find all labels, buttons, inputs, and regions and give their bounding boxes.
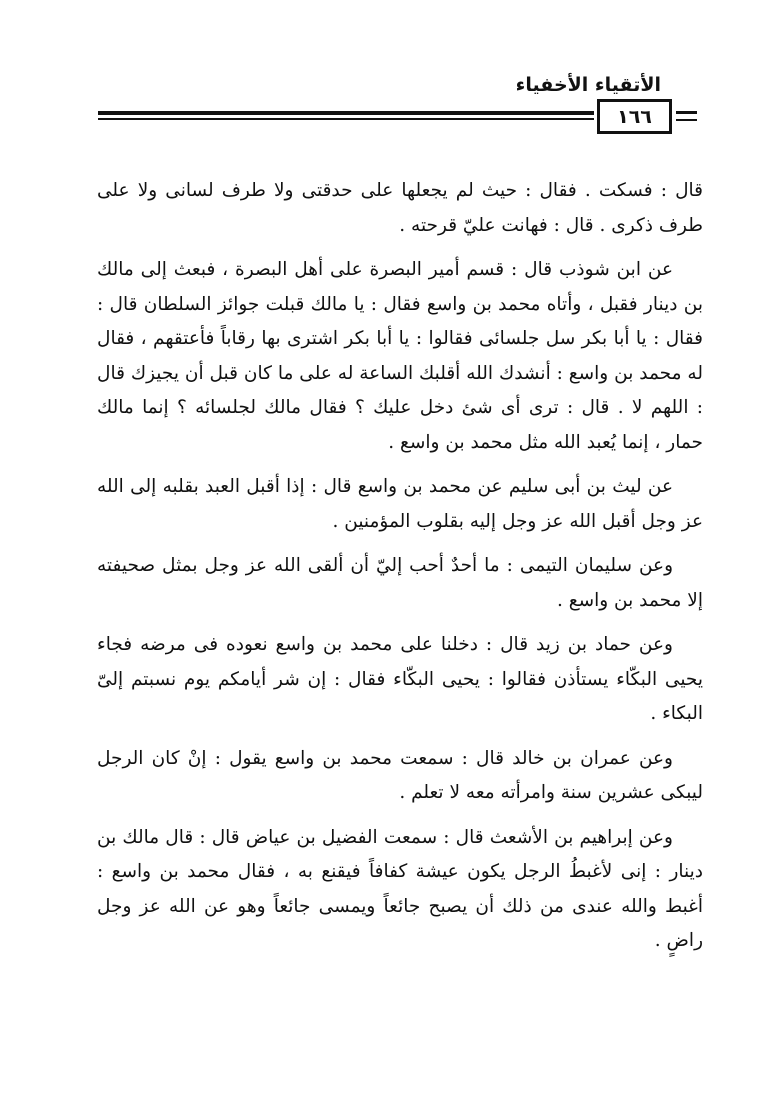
paragraph-4: وعن سليمان التيمى : ما أحدٌ أحب إليّ أن ألقى الله عز وجل بمثل صحيفته إلا محمد بن واسع . [97, 555, 703, 611]
header-rule-thick [98, 111, 594, 115]
header-rule-tick-upper [676, 111, 697, 114]
paragraph-6: وعن عمران بن خالد قال : سمعت محمد بن واسع يقول : إنْ كان الرجل ليبكى عشرين سنة وامرأته معه لا تعلم . [97, 747, 703, 803]
running-title: الأتقياء الأخفياء [515, 74, 661, 96]
paragraph-1: قال : فسكت . فقال : حيث لم يجعلها على حدقتى ولا طرف لسانى ولا على طرف ذكرى . قال : فهانت عليّ قرحته . [97, 180, 703, 236]
paragraph-7: وعن إبراهيم بن الأشعث قال : سمعت الفضيل بن عياض قال : قال مالك بن دينار : إنى لأغبطُ الرجل يكون عيشة كفافاً فيقنع به ، فقال محمد بن واسع : أغبط والله عندى من ذلك أن يصبح جائعاً ويمسى جائعاً وهو عن الله عز وجل راضٍ . [97, 826, 703, 951]
page-number-box [597, 99, 672, 134]
header-rule-tick-lower [676, 119, 697, 121]
header-rule-thin [98, 118, 594, 120]
paragraph-5: وعن حماد بن زيد قال : دخلنا على محمد بن واسع نعوده فى مرضه فجاء يحيى البكّاء يستأذن فقالوا : يحيى البكّاء فقال : إن شر أيامكم يوم نسبتم إلىّ البكاء . [97, 634, 703, 724]
paragraph-3: عن ليث بن أبى سليم عن محمد بن واسع قال : إذا أقبل العبد بقلبه إلى الله عز وجل أقبل الله عز وجل إليه بقلوب المؤمنين . [97, 476, 703, 532]
page-number: ١٦٦ [617, 105, 652, 128]
body-text [97, 174, 703, 969]
paragraph-2: عن ابن شوذب قال : قسم أمير البصرة على أهل البصرة ، فبعث إلى مالك بن دينار فقبل ، وأتاه محمد بن واسع فقال : يا مالك قبلت جوائز السلطان قال : فقال : يا أبا بكر سل جلسائى فقالوا : يا أبا بكر اشترى بها رقاباً فأعتقهم ، فقال له محمد بن واسع : أنشدك الله أقلبك الساعة له على ما كان قبل أن يجيزك قال : اللهم لا . قال : ترى أى شئ دخل عليك ؟ فقال مالك لجلسائه ؟ إنما مالك حمار ، إنما يُعبد الله مثل محمد بن واسع . [97, 259, 703, 453]
